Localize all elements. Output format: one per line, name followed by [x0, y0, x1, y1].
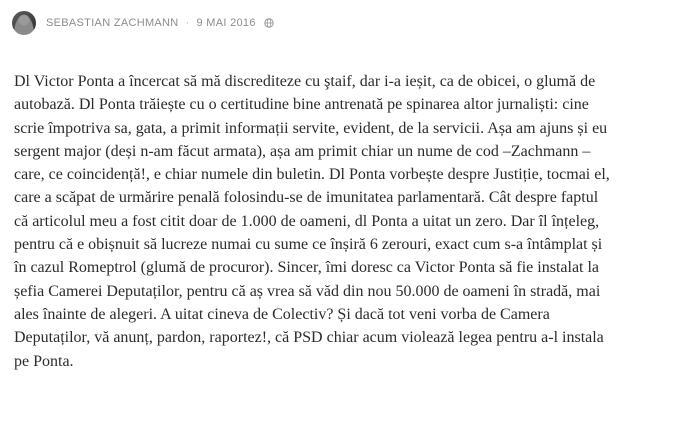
author-name[interactable]: SEBASTIAN ZACHMANN [46, 17, 179, 29]
post-date[interactable]: 9 MAI 2016 [196, 17, 256, 29]
post-header [12, 10, 274, 36]
meta-separator: · [185, 17, 190, 29]
post-meta [46, 17, 274, 29]
avatar[interactable] [12, 11, 36, 35]
globe-icon [264, 18, 274, 28]
post-body: Dl Victor Ponta a încercat să mă discrediteze cu ştaif, dar i-a ieșit, ca de obicei, o glumă de autobază. Dl Ponta trăiește cu o certitudine bine antrenată pe spinarea altor jurnaliști: cine scrie împotriva sa, gata, a primit informații servite, evident, de la servicii. Așa am ajuns și eu sergent major (deși n-am făcut armata), așa am primit chiar un nume de cod –Zachmann – care, ce coincidență!, e chiar numele din buletin. Dl Ponta vorbește despre Justiție, tocmai el, care a scăpat de urmărire penală folosindu-se de imunitatea parlamentară. Cât despre faptul că articolul meu a fost citit doar de 1.000 de oameni, dl Ponta a uitat un zero. Dar îl înțeleg, pentru că e obișnuit să lucreze numai cu sume ce înșiră 6 zerouri, exact cum s-a întâmplat și în cazul Romeptrol (glumă de procuror). Sincer, îmi doresc ca Victor Ponta să fie instalat la șefia Camerei Deputaților, pentru că aș vrea să văd din nou 50.000 de oameni în stradă, mai ales înainte de alegeri. A uitat cineva de Colectiv? Și dacă tot veni vorba de Camera Deputaților, vă anunț, pardon, raportez!, că PSD chiar acum violează legea pentru a-l instala pe Ponta. [14, 73, 610, 370]
